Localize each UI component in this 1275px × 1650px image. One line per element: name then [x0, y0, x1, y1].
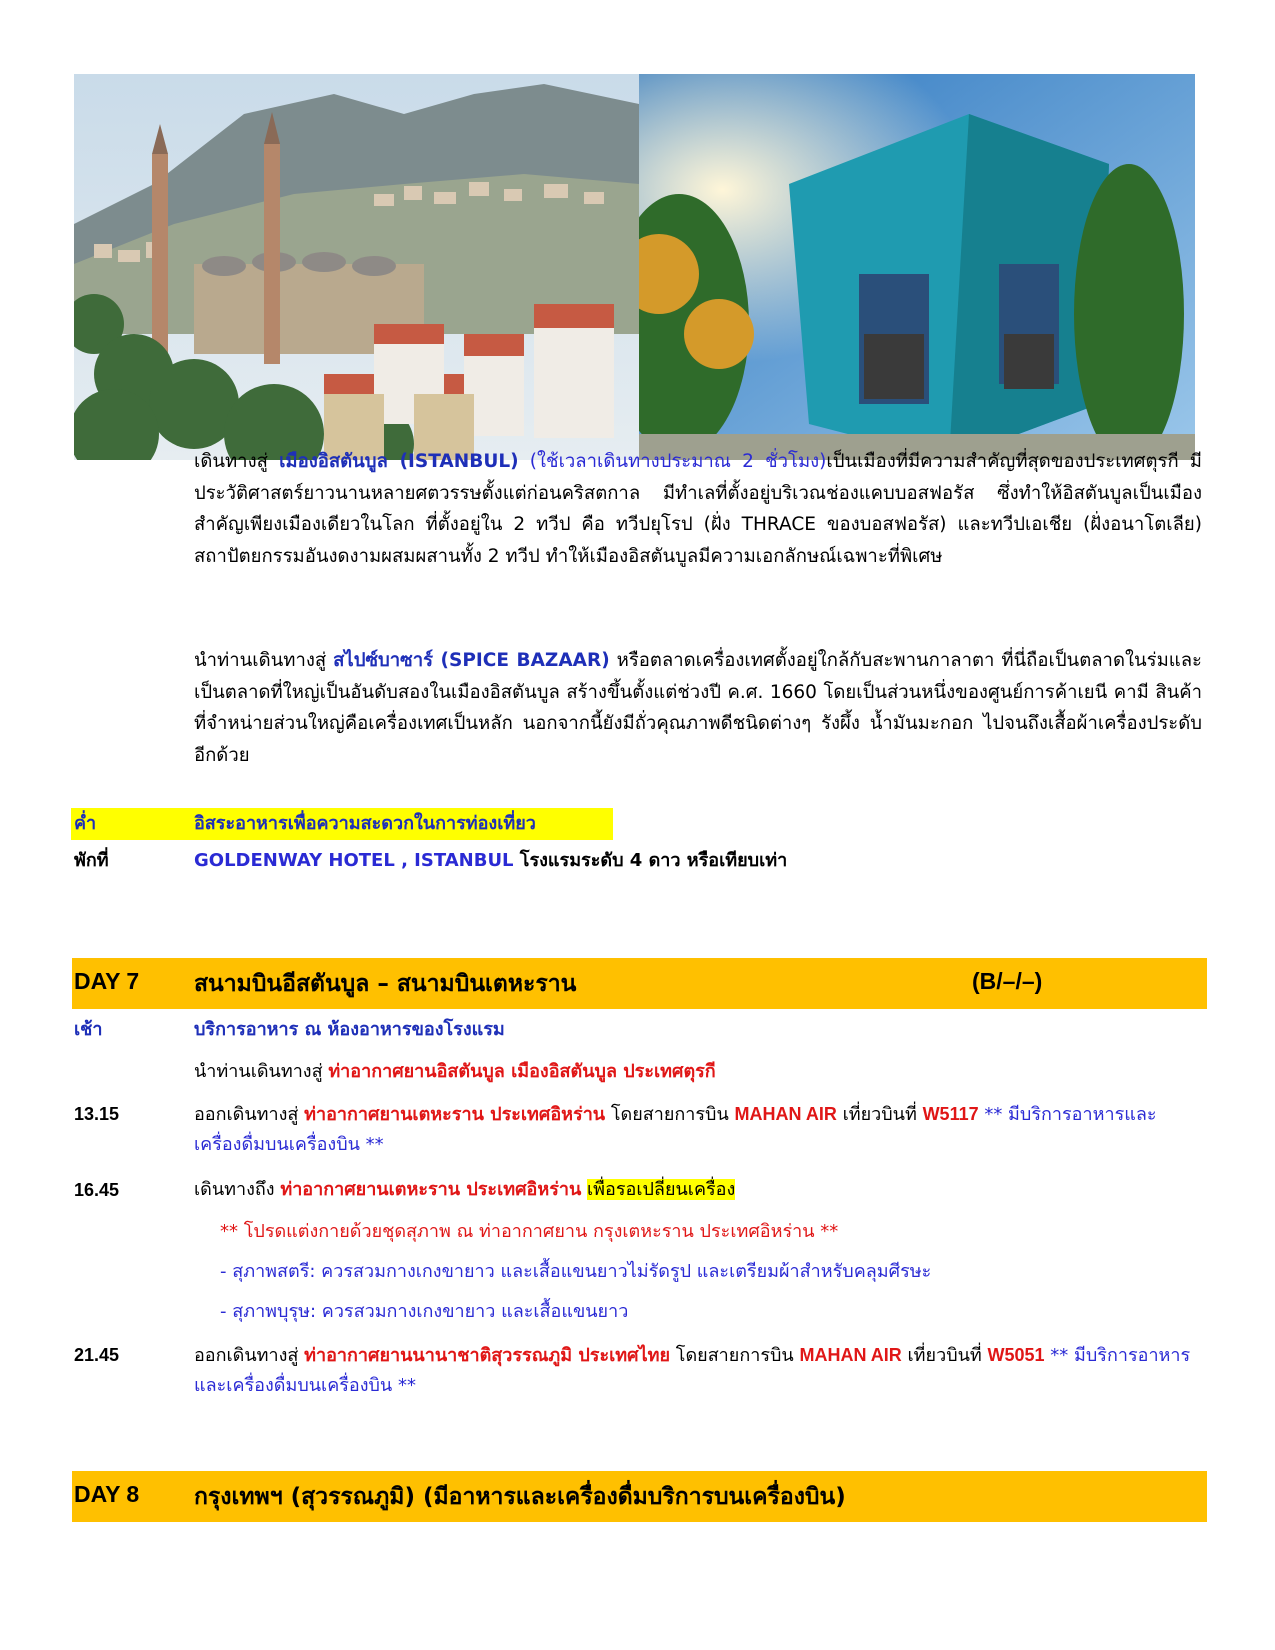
- time-2145: 21.45: [74, 1345, 120, 1365]
- dinner-label: ค่ำ: [74, 813, 97, 834]
- spice-bazaar-name: สไปซ์บาซาร์ (SPICE BAZAAR): [333, 650, 610, 671]
- depart-lead: ออกเดินทางสู่: [194, 1104, 305, 1125]
- dinner-text: อิสระอาหารเพื่อความสะดวกในการท่องเที่ยว: [194, 813, 536, 834]
- day7-meals: (B/–/–): [972, 968, 1043, 994]
- flight-1315-row: [74, 1099, 1202, 1163]
- flight2-number: W5051: [987, 1345, 1045, 1365]
- istanbul-airport: ท่าอากาศยานอิสตันบูล เมืองอิสตันบูล ประเทศตุรกี: [328, 1061, 716, 1082]
- airline2-name: MAHAN AIR: [799, 1345, 902, 1365]
- transfer-note: เพื่อรอเปลี่ยนเครื่อง: [587, 1179, 736, 1200]
- men-dress-text: - สุภาพบุรุษ: ควรสวมกางเกงขายาว และเสื้อแขนยาว: [220, 1301, 629, 1322]
- bursa-mosque-photo: [74, 74, 639, 460]
- tehran-airport: ท่าอากาศยานเตหะราน ประเทศอิหร่าน: [304, 1104, 606, 1125]
- istanbul-city-name: เมืองอิสตันบูล (ISTANBUL): [279, 451, 519, 472]
- airline-name: MAHAN AIR: [734, 1104, 837, 1124]
- time-1645: 16.45: [74, 1180, 120, 1200]
- flight2-no-label: เที่ยวบินที่: [901, 1345, 988, 1366]
- women-dress-text: - สุภาพสตรี: ควรสวมกางเกงขายาว และเสื้อแขนยาวไม่รัดรูป และเตรียมผ้าสำหรับคลุมศีรษะ: [220, 1261, 932, 1282]
- day7-label: DAY 7: [74, 968, 140, 994]
- morning-label: เช้า: [74, 1019, 103, 1040]
- bazaar-text: หรือตลาดเครื่องเทศตั้งอยู่ใกล้กับสะพานกาลาตา ที่นี่ถือเป็นตลาดในร่มและเป็นตลาดที่ใหญ่เป็นอันดับสองในเมืองอิสตันบูล สร้างขึ้นตั้งแต่ช่วงปี ค.ศ. 1660 โดยเป็นส่วนหนึ่งของศูนย์การค้าเยนี คามี สินค้าที่จำหน่ายส่วนใหญ่คือเครื่องเทศเป็นหลัก นอกจากนี้ยังมีถั่วคุณภาพดีชนิดต่างๆ รังผึ้ง น้ำมันมะกอก ไปจนถึงเสื้อผ้าเครื่องประดับอีกด้วย: [194, 650, 1202, 766]
- day7-header: [72, 958, 1207, 1009]
- by-airline-text: โดยสายการบิน: [605, 1104, 735, 1125]
- men-dress-note: [74, 1297, 1202, 1329]
- dress-code-title: ** โปรดแต่งกายด้วยชุดสุภาพ ณ ท่าอากาศยาน กรุงเตหะราน ประเทศอิหร่าน **: [220, 1221, 839, 1242]
- green-tomb-photo: [639, 74, 1195, 460]
- meal-service-note-2: ** มีบริการอาหารและเครื่องดื่มบนเครื่องบิน **: [194, 1345, 1191, 1396]
- meal-service-note: ** มีบริการอาหารและเครื่องดื่มบนเครื่องบิน **: [194, 1104, 1157, 1155]
- istanbul-text: เป็นเมืองที่มีความสำคัญที่สุดของประเทศตุรกี มีประวัติศาสตร์ยาวนานหลายศตวรรษตั้งแต่ก่อนคริสตกาล มีทำเลที่ตั้งอยู่บริเวณช่องแคบบอสฟอรัส ซึ่งทำให้อิสตันบูลเป็นเมืองสำคัญเพียงเมืองเดียวในโลก ที่ตั้งอยู่ใน 2 ทวีป คือ ทวีปยุโรป (ฝั่ง THRACE ของบอสฟอรัส) และทวีปเอเชีย (ฝั่งอนาโตเลีย) สถาปัตยกรรมอันงดงามผสมผสานทั้ง 2 ทวีป ทำให้เมืองอิสตันบูลมีความเอกลักษณ์เฉพาะที่พิเศษ: [194, 451, 1202, 567]
- bazaar-lead: นำท่านเดินทางสู่: [194, 650, 334, 671]
- women-dress-note: [74, 1257, 1202, 1289]
- stay-row: [74, 846, 1202, 878]
- by-airline2-text: โดยสายการบิน: [670, 1345, 800, 1366]
- suvarnabhumi-airport: ท่าอากาศยานนานาชาติสุวรรณภูมิ ประเทศไทย: [304, 1345, 671, 1366]
- transfer-row: [74, 1057, 1202, 1089]
- morning-row: [74, 1015, 1202, 1047]
- depart2-lead: ออกเดินทางสู่: [194, 1345, 305, 1366]
- travel-time: (ใช้เวลาเดินทางประมาณ 2 ชั่วโมง): [518, 451, 827, 472]
- flight-2145-row: [74, 1340, 1202, 1404]
- intro-lead: เดินทางสู่: [194, 451, 280, 472]
- arrive-lead: เดินทางถึง: [194, 1179, 281, 1200]
- arrival-1645-row: [74, 1175, 1202, 1207]
- dinner-row: [74, 808, 1202, 840]
- time-1315: 13.15: [74, 1104, 120, 1124]
- dress-code-note: [74, 1217, 1202, 1249]
- spice-bazaar-description: [194, 645, 1202, 771]
- morning-text: บริการอาหาร ณ ห้องอาหารของโรงแรม: [194, 1019, 505, 1040]
- day7-title: สนามบินอีสตันบูล – สนามบินเตหะราน: [194, 971, 577, 997]
- day8-header: [72, 1471, 1207, 1522]
- stay-label: พักที่: [74, 850, 109, 871]
- flight-number: W5117: [922, 1104, 979, 1124]
- transfer-lead: นำท่านเดินทางสู่: [194, 1061, 329, 1082]
- day8-title: กรุงเทพฯ (สุวรรณภูมิ) (มีอาหารและเครื่องดื่มบริการบนเครื่องบิน): [194, 1484, 846, 1510]
- day8-label: DAY 8: [74, 1481, 140, 1507]
- hotel-rating: โรงแรมระดับ 4 ดาว หรือเทียบเท่า: [513, 850, 788, 871]
- photo-strip: [74, 74, 1195, 460]
- istanbul-description: [194, 446, 1202, 572]
- tehran-airport-arrival: ท่าอากาศยานเตหะราน ประเทศอิหร่าน: [280, 1179, 582, 1200]
- flight-no-label: เที่ยวบินที่: [836, 1104, 923, 1125]
- hotel-name: GOLDENWAY HOTEL , ISTANBUL: [194, 850, 514, 871]
